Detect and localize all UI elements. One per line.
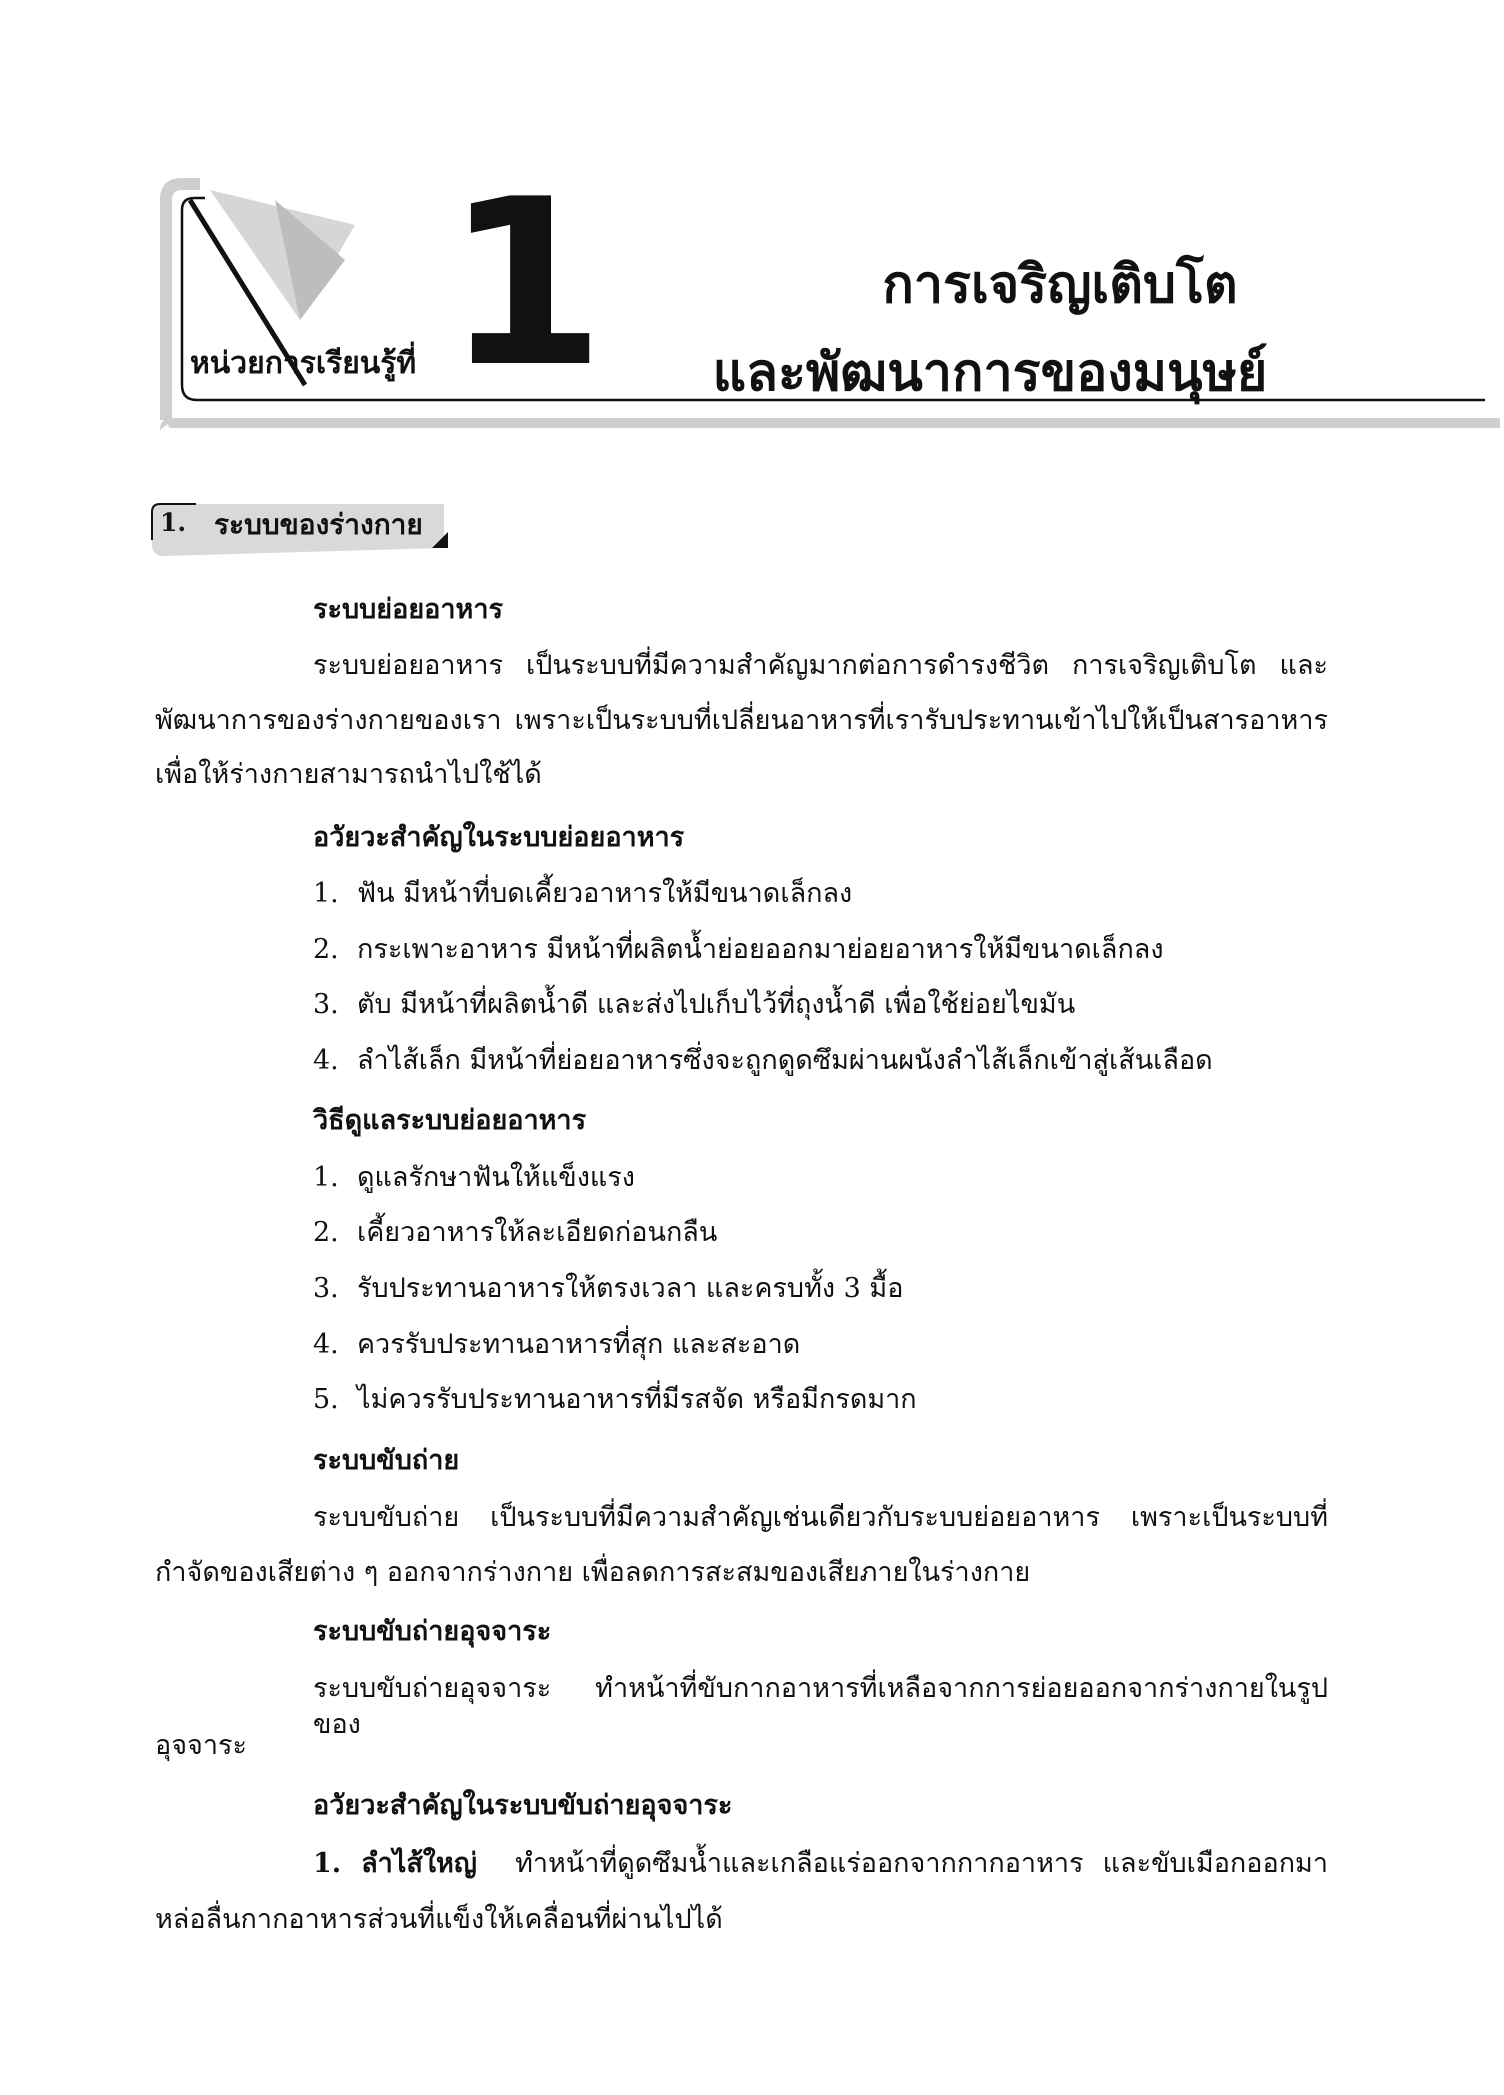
feces-organs-heading: อวัยวะสำคัญในระบบขับถ่ายอุจจาระ bbox=[313, 1790, 733, 1821]
list-item-text: ไม่ควรรับประทานอาหารที่มีรสจัด หรือมีกรดมาก bbox=[357, 1384, 917, 1415]
feces-para-line-2: อุจจาระ bbox=[155, 1730, 248, 1761]
list-item-text: ตับ มีหน้าที่ผลิตน้ำดี และส่งไปเก็บไว้ที่ถุงน้ำดี เพื่อใช้ย่อยไขมัน bbox=[357, 989, 1076, 1020]
list-item-text: ควรรับประทานอาหารที่สุก และสะอาด bbox=[357, 1329, 801, 1360]
list-item-text: ลำไส้เล็ก มีหน้าที่ย่อยอาหารซึ่งจะถูกดูดซึมผ่านผนังลำไส้เล็กเข้าสู่เส้นเลือด bbox=[357, 1045, 1213, 1076]
feces-para-line-1: ระบบขับถ่ายอุจจาระ ทำหน้าที่ขับกากอาหารที่เหลือจากการย่อยออกจากร่างกายในรูปของ bbox=[313, 1673, 1328, 1740]
chapter-title-line-2: และพัฒนาการของมนุษย์ bbox=[712, 343, 1268, 403]
list-item-text: ทำหน้าที่ดูดซึมน้ำและเกลือแร่ออกจากกากอาหาร และขับเมือกออกมา bbox=[515, 1848, 1329, 1879]
list-item bbox=[313, 1846, 1328, 1882]
list-item-number: 3. bbox=[313, 989, 339, 1020]
digestive-organs-heading: อวัยวะสำคัญในระบบย่อยอาหาร bbox=[313, 822, 685, 853]
unit-number: 1 bbox=[445, 151, 606, 418]
list-item bbox=[313, 1271, 903, 1307]
excretory-para-line-2: กำจัดของเสียต่าง ๆ ออกจากร่างกาย เพื่อลดการสะสมของเสียภายในร่างกาย bbox=[155, 1557, 1031, 1588]
chapter-title-line-1: การเจริญเติบโต bbox=[882, 255, 1238, 315]
list-item-text: ดูแลรักษาฟันให้แข็งแรง bbox=[357, 1162, 635, 1193]
list-item-number: 2. bbox=[313, 1217, 339, 1248]
digestive-care-heading: วิธีดูแลระบบย่อยอาหาร bbox=[313, 1105, 587, 1136]
list-item bbox=[313, 932, 1164, 968]
list-item-number: 3. bbox=[313, 1273, 339, 1304]
feces-heading: ระบบขับถ่ายอุจจาระ bbox=[313, 1616, 552, 1647]
excretory-heading: ระบบขับถ่าย bbox=[313, 1445, 460, 1476]
list-item-label: 1. ลำไส้ใหญ่ bbox=[313, 1848, 477, 1879]
digestive-para-line-3: เพื่อให้ร่างกายสามารถนำไปใช้ได้ bbox=[155, 759, 542, 790]
list-item bbox=[313, 876, 852, 912]
list-item bbox=[313, 1215, 717, 1251]
list-item-text: กระเพาะอาหาร มีหน้าที่ผลิตน้ำย่อยออกมาย่อยอาหารให้มีขนาดเล็กลง bbox=[357, 934, 1164, 965]
list-item bbox=[313, 1327, 800, 1363]
list-item-number: 1. bbox=[313, 1162, 339, 1193]
digestive-para-line-2: พัฒนาการของร่างกายของเรา เพราะเป็นระบบที่เปลี่ยนอาหารที่เรารับประทานเข้าไปให้เป็นสารอาหาร bbox=[155, 705, 1328, 736]
list-item-text: รับประทานอาหารให้ตรงเวลา และครบทั้ง 3 มื้อ bbox=[357, 1273, 904, 1304]
list-item-number: 2. bbox=[313, 934, 339, 965]
digestive-heading: ระบบย่อยอาหาร bbox=[313, 594, 503, 625]
list-item bbox=[313, 1043, 1213, 1079]
section-title: ระบบของร่างกาย bbox=[214, 508, 423, 541]
list-item-number: 4. bbox=[313, 1045, 339, 1076]
list-item-continuation: หล่อลื่นกากอาหารส่วนที่แข็งให้เคลื่อนที่ผ่านไปได้ bbox=[155, 1904, 723, 1935]
excretory-para-line-1: ระบบขับถ่าย เป็นระบบที่มีความสำคัญเช่นเดียวกับระบบย่อยอาหาร เพราะเป็นระบบที่ bbox=[313, 1502, 1328, 1533]
list-item-text: ฟัน มีหน้าที่บดเคี้ยวอาหารให้มีขนาดเล็กลง bbox=[357, 878, 853, 909]
list-item bbox=[313, 987, 1075, 1023]
section-number: 1. bbox=[160, 508, 187, 537]
list-item-number: 5. bbox=[313, 1384, 339, 1415]
list-item bbox=[313, 1382, 917, 1418]
list-item-number: 4. bbox=[313, 1329, 339, 1360]
digestive-para-line-1: ระบบย่อยอาหาร เป็นระบบที่มีความสำคัญมากต่อการดำรงชีวิต การเจริญเติบโต และ bbox=[313, 650, 1328, 681]
list-item-number: 1. bbox=[313, 878, 339, 909]
list-item bbox=[313, 1160, 635, 1196]
list-item-text: เคี้ยวอาหารให้ละเอียดก่อนกลืน bbox=[357, 1217, 718, 1248]
unit-label: หน่วยการเรียนรู้ที่ bbox=[190, 346, 417, 381]
